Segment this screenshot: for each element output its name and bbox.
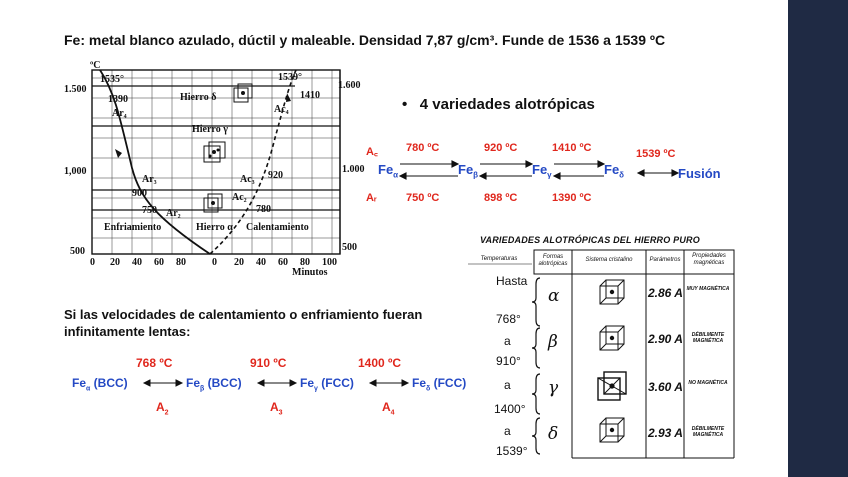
param-alpha: 2.86 A [648,286,683,300]
heat-temp-780: 780 ºC [406,142,440,154]
phase-fe-gamma-fcc: $Fe_\gamma$ (FCC) [300,376,354,393]
x-tick: 80 [300,257,310,268]
mag-alpha: MUY MAGNÉTICA [686,286,730,292]
phase-temp-910: 910 ºC [250,356,287,370]
x-axis-unit: Minutos [292,267,328,278]
point-a2: $A_2$ [156,400,169,417]
fe-gamma: $Fe_\gamma$ [532,162,552,180]
x-tick: 40 [256,257,266,268]
form-gamma: γ [548,378,559,398]
label-ac: A꜀ [366,146,378,158]
heat-temp-1410: 1410 ºC [552,142,592,154]
x-tick: 0 [90,257,95,268]
header-sistema: Sistema cristalino [585,257,633,263]
label-900: 900 [132,188,147,199]
x-tick: 40 [132,257,142,268]
cooling-heating-diagram [60,58,365,278]
decorative-sidebar [788,0,848,477]
label-780: 780 [256,204,271,215]
x-tick: 60 [278,257,288,268]
x-tick: 0 [212,257,217,268]
x-tick: 60 [154,257,164,268]
fe-alpha: $Fe_\alpha$ [378,162,399,180]
allotropes-table [468,246,740,466]
label-1410: 1410 [300,90,320,101]
header-parametros: Parámetros [649,257,681,263]
cool-temp-898: 898 ºC [484,192,518,204]
label-ac4: Ac₄ [274,104,289,115]
slow-rate-paragraph: Si las velocidades de calentamiento o enfriamiento fueran infinitamente lentas: [64,307,423,339]
temp-line: 1400° [494,402,526,416]
label-920: 920 [268,170,283,181]
label-ar4: Ar₄ [112,108,127,119]
label-hierro-delta: Hierro δ [180,92,217,103]
table-title: VARIEDADES ALOTRÓPICAS DEL HIERRO PURO [480,235,700,245]
y-axis-unit: ºC [90,60,101,71]
param-beta: 2.90 A [648,332,683,346]
temp-line: Hasta [496,274,528,288]
header-propiedades: Propiedades magnéticas [692,253,726,266]
y-right-tick-500: 500 [342,242,357,253]
temp-line: a [504,334,511,348]
x-tick: 80 [176,257,186,268]
y-left-tick-500: 500 [70,246,85,257]
point-a4: $A_4$ [382,400,395,417]
label-1535: 1535° [100,74,124,85]
mag-beta: DÉBILMENTE MAGNÉTICA [691,332,725,344]
form-alpha: α [548,286,560,306]
y-left-tick-1500: 1.500 [64,84,87,95]
label-750: 750 [142,205,157,216]
bullet-mark: • [402,96,408,113]
phase-sequence [64,356,484,420]
header-formas: Formas alotrópicas [538,254,568,267]
phase-temp-1400: 1400 ºC [358,356,402,370]
temp-line: 768° [496,312,521,326]
cool-temp-1390: 1390 ºC [552,192,592,204]
allotropes-heading [402,96,595,113]
heading-text: 4 variedades alotrópicas [419,96,595,113]
temp-line: a [504,378,511,392]
phase-fe-alpha-bcc: $Fe_\alpha$ (BCC) [72,376,128,393]
y-right-tick-1000: 1.000 [342,164,365,175]
form-delta: δ [548,424,559,444]
label-1390: 1390 [108,94,128,105]
fe-delta: $Fe_\delta$ [604,162,625,180]
phase-fe-beta-bcc: $Fe_\beta$ (BCC) [186,376,242,393]
header-temperaturas: Temperaturas [480,256,518,262]
label-ar: Aᵣ [366,192,377,204]
label-hierro-alpha: Hierro α [196,222,233,233]
temp-line: a [504,424,511,438]
y-right-tick-1600: 1.600 [338,80,361,91]
label-ac2: Ac₂ [232,192,247,203]
label-1539: 1539° [278,72,302,83]
slide-title: Fe: metal blanco azulado, dúctil y maleable. Densidad 7,87 g/cm³. Funde de 1536 a 1539 ºC [64,32,666,48]
fe-beta: $Fe_\beta$ [458,162,479,180]
label-hierro-gamma: Hierro γ [192,124,228,135]
label-ac3: Ac₃ [240,174,255,185]
phase-temp-768: 768 ºC [136,356,173,370]
label-calentamiento: Calentamiento [246,222,309,233]
allotrope-scheme [360,138,760,208]
x-tick: 20 [110,257,120,268]
phase-fe-delta-fcc: $Fe_\delta$ (FCC) [412,376,467,393]
param-gamma: 3.60 A [648,380,683,394]
cool-temp-750: 750 ºC [406,192,440,204]
heat-temp-920: 920 ºC [484,142,518,154]
label-ar3: Ar₃ [142,174,157,185]
form-beta: β [548,332,558,352]
temp-line: 910° [496,354,521,368]
temp-line: 1539° [496,444,528,458]
param-delta: 2.93 A [648,426,683,440]
fusion-label: Fusión [678,166,721,181]
heat-temp-1539: 1539 ºC [636,148,676,160]
label-enfriamiento: Enfriamiento [104,222,162,233]
point-a3: $A_3$ [270,400,283,417]
mag-delta: DÉBILMENTE MAGNÉTICA [691,426,725,438]
label-ar2: Ar₂ [166,208,181,219]
y-left-tick-1000: 1,000 [64,166,87,177]
mag-gamma: NO MAGNÉTICA [688,380,728,386]
x-tick: 20 [234,257,244,268]
x-tick: 100 [322,257,337,268]
